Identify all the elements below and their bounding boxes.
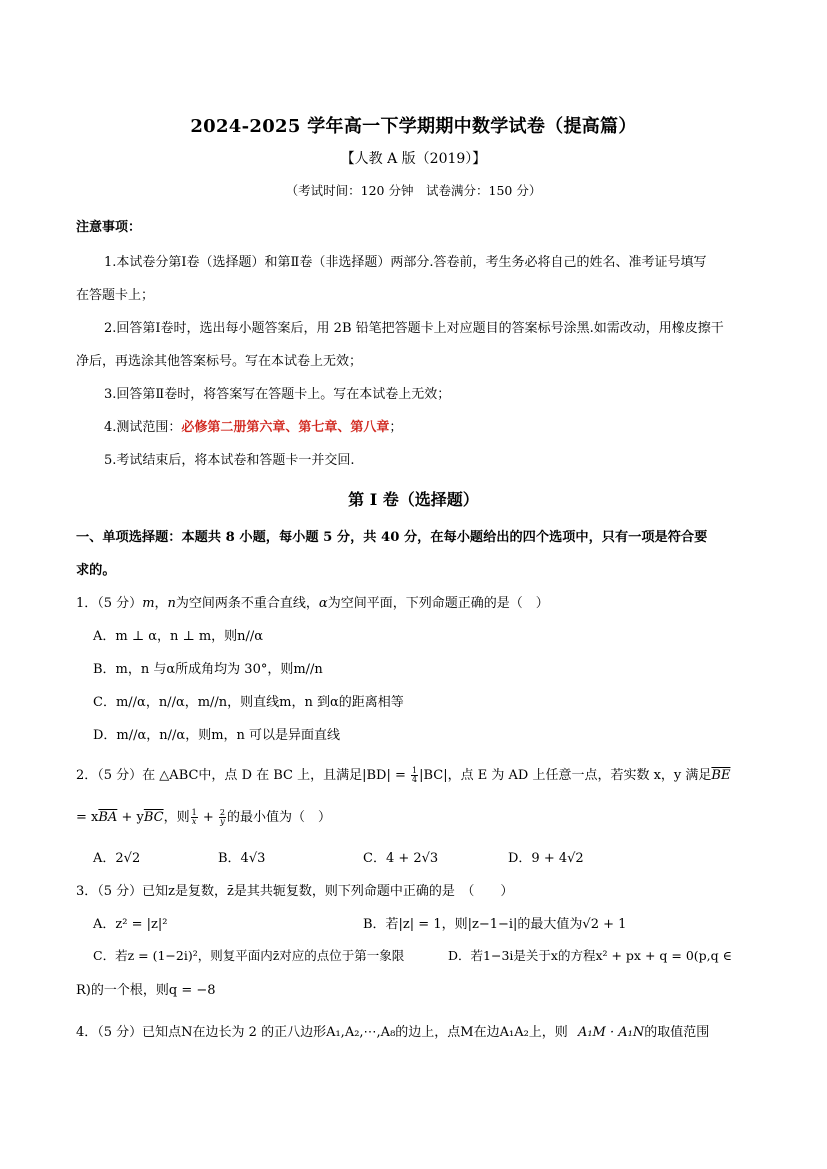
fraction-two-over-y: [219, 809, 226, 826]
question-1-option-c: C．m//α，n//α，m//n，则直线m，n 到α的距离相等: [93, 695, 404, 710]
question-3-option-d-line-1: D．若1−3i是关于x的方程x² + px + q = 0(p,q ∈: [448, 948, 732, 963]
test-scope: 必修第二册第六章、第七章、第八章: [181, 420, 390, 435]
notice-item-5: 5.考试结束后，将本试卷和答题卡一并交回.: [104, 453, 355, 468]
notice-item-1-line-1: 1.本试卷分第Ⅰ卷（选择题）和第Ⅱ卷（非选择题）两部分.答卷前，考生务必将自己的姓名、准考证号填写: [104, 255, 707, 270]
question-2-text-e: ，则: [163, 810, 190, 825]
fraction-numerator: 2: [219, 808, 225, 817]
question-3-option-b: B．若|z| = 1，则|z−1−i|的最大值为√2 + 1: [363, 917, 627, 932]
page-title: 2024-2025 学年高一下学期期中数学试卷（提高篇）: [190, 116, 637, 137]
separator: ，: [154, 596, 168, 611]
question-1-stem: [76, 592, 549, 611]
fraction-denominator: x: [191, 817, 197, 826]
question-2-text-c: = x: [76, 810, 99, 825]
question-3-option-c: C．若z = (1−2i)²，则复平面内z̄对应的点位于第一象限: [93, 948, 405, 963]
question-1-number: 1．（5 分）: [76, 596, 143, 611]
var-m: m: [142, 596, 155, 611]
var-n: n: [167, 596, 176, 611]
fraction-one-quarter: [411, 767, 418, 784]
question-4-tail: 的取值范围: [644, 1025, 710, 1040]
question-2-option-d: D．9 + 4√2: [508, 851, 584, 866]
notice-item-3: 3.回答第Ⅱ卷时，将答案写在答题卡上。写在本试卷上无效；: [104, 387, 451, 402]
question-2-text-d: + y: [117, 810, 144, 825]
question-1-option-a: A．m ⊥ α，n ⊥ m，则n//α: [93, 629, 264, 644]
question-2-option-b: B．4√3: [218, 851, 266, 866]
question-1-option-d: D．m//α，n//α，则m，n 可以是异面直线: [93, 728, 341, 743]
exam-info: （考试时间：120 分钟 试卷满分：150 分）: [285, 183, 542, 198]
question-4-stem: [76, 1021, 709, 1040]
var-alpha: α: [318, 596, 328, 611]
notice-item-4-suffix: ；: [389, 420, 403, 435]
notice-item-2-line-2: 净后，再选涂其他答案标号。写在本试卷上无效；: [76, 354, 363, 369]
question-2-text-f: 的最小值为（ ）: [226, 810, 331, 825]
question-3-option-d-line-2: R)的一个根，则q = −8: [76, 983, 216, 998]
fraction-denominator: y: [220, 817, 225, 826]
question-1-mid: 为空间两条不重合直线，: [175, 596, 319, 611]
question-2-option-c: C．4 + 2√3: [363, 851, 439, 866]
part-heading-line-1: 一、单项选择题：本题共 8 小题，每小题 5 分，共 40 分，在每小题给出的四个选项中，只有一项是符合要: [76, 530, 708, 545]
edition-label: 【人教 A 版（2019）】: [340, 151, 487, 167]
vector-be: $\overline{BE}$: [711, 768, 731, 783]
question-2-stem-line-2: [76, 806, 331, 826]
notice-item-4-prefix: 4.测试范围：: [104, 420, 182, 435]
fraction-one-over-x: [191, 809, 198, 826]
question-2-option-a: A．2√2: [93, 851, 141, 866]
question-3-stem: 3．（5 分）已知z是复数，z̄是其共轭复数，则下列命题中正确的是 （ ）: [76, 884, 514, 899]
question-4-text: 4．（5 分）已知点N在边长为 2 的正八边形A₁,A₂,⋯,A₈的边上，点M在边A₁A₂上，则: [76, 1025, 568, 1040]
vector-ba: $\overline{BA}$: [98, 810, 118, 825]
fraction-numerator: 1: [412, 766, 418, 775]
question-3-option-a: A．z² = |z|²: [93, 917, 168, 932]
vector-bc: $\overline{BC}$: [143, 810, 164, 825]
notice-item-2-line-1: 2.回答第Ⅰ卷时，选出每小题答案后，用 2B 铅笔把答题卡上对应题目的答案标号涂黑.如需改动，用橡皮擦干: [104, 321, 724, 336]
section-title: 第 I 卷（选择题）: [348, 490, 479, 509]
fraction-denominator: 4: [412, 775, 418, 784]
question-2-stem-line-1: [76, 764, 730, 784]
notice-item-4: [104, 416, 402, 435]
vector-dot-product: A₁M · A₁N: [577, 1025, 645, 1040]
notice-item-1-line-2: 在答题卡上；: [76, 288, 155, 303]
question-2-text-b: |BC|，点 E 为 AD 上任意一点，若实数 x，y 满足: [419, 768, 712, 783]
notice-heading: 注意事项：: [76, 220, 142, 235]
part-heading-line-2: 求的。: [76, 563, 116, 578]
question-1-tail: 为空间平面，下列命题正确的是（ ）: [327, 596, 549, 611]
fraction-numerator: 1: [191, 808, 197, 817]
plus-sign: +: [198, 810, 218, 825]
question-1-option-b: B．m，n 与α所成角均为 30°，则m//n: [93, 662, 323, 677]
question-2-text-a: 2．（5 分）在 △ABC中，点 D 在 BC 上，且满足|BD| =: [76, 768, 411, 783]
